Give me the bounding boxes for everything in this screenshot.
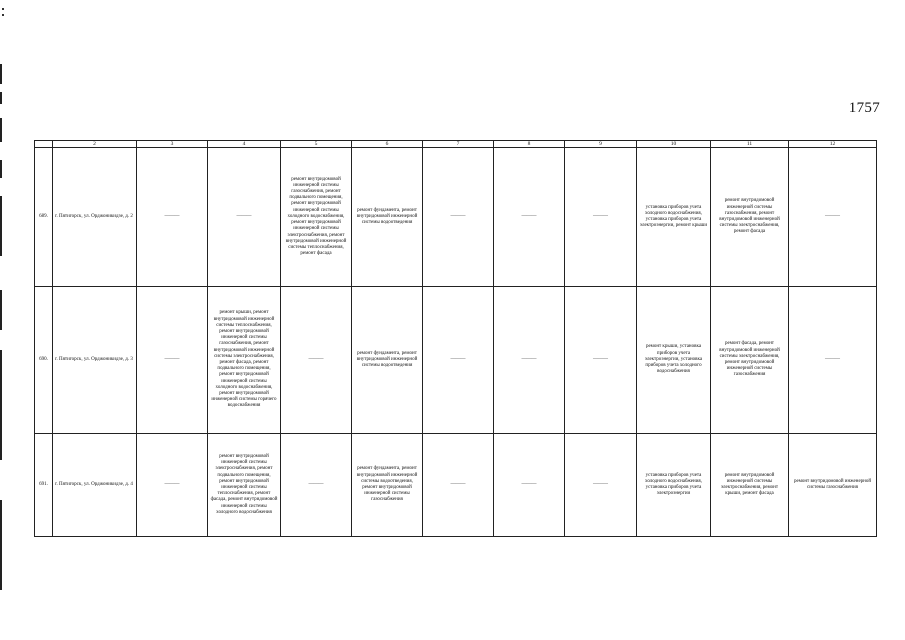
table-cell: ——— bbox=[137, 434, 208, 537]
column-header: 5 bbox=[281, 141, 352, 148]
table-cell: ——— bbox=[789, 148, 877, 287]
table-cell: ремонт фасада, ремонт внутридомовой инженерной системы электроснабжения, ремонт внутридомовой инженерной системы газоснабжения bbox=[711, 287, 789, 434]
scan-dot bbox=[2, 8, 4, 10]
scan-edge-mark bbox=[0, 500, 2, 590]
table-cell: ремонт внутридомовой инженерной системы газоснабжения, ремонт внутридомовой инженерной системы электроснабжения, ремонт фасада bbox=[711, 148, 789, 287]
table-cell: ——— bbox=[281, 287, 352, 434]
table-row bbox=[35, 434, 877, 537]
column-header: 7 bbox=[423, 141, 494, 148]
table-cell: ——— bbox=[423, 434, 494, 537]
table-cell: ремонт крыши, установка приборов учета электроэнергии, установка приборов учета холодного водоснабжения bbox=[637, 287, 711, 434]
table-cell: ——— bbox=[137, 148, 208, 287]
column-header: 2 bbox=[53, 141, 137, 148]
table-cell: ——— bbox=[565, 287, 637, 434]
table-cell: установка приборов учета холодного водоснабжения, установка приборов учета электроэнергии bbox=[637, 434, 711, 537]
table-cell: ремонт внутридомовой инженерной системы электроснабжения, ремонт подвального помещения, ремонт внутридомовой инженерной системы теплоснабжения, ремонт фасада, ремонт внутридомовой инженерной системы холодного водоснабжения bbox=[208, 434, 281, 537]
table-cell: ремонт внутридомовой инженерной системы электроснабжения, ремонт крыши, ремонт фасада bbox=[711, 434, 789, 537]
table-cell: ——— bbox=[565, 148, 637, 287]
table-cell: ремонт внутридомовой инженерной системы газоснабжения bbox=[789, 434, 877, 537]
scan-edge-mark bbox=[0, 118, 2, 142]
row-number: 689. bbox=[35, 148, 53, 287]
table-cell: ремонт фундамента, ремонт внутридомовой инженерной системы водоотведения bbox=[352, 148, 423, 287]
scan-edge-mark bbox=[0, 64, 2, 84]
table-cell: ——— bbox=[137, 287, 208, 434]
column-header: 3 bbox=[137, 141, 208, 148]
table-cell: установка приборов учета холодного водоснабжения, установка приборов учета электроэнергии, ремонт крыши bbox=[637, 148, 711, 287]
column-header: 8 bbox=[494, 141, 565, 148]
table-row bbox=[35, 287, 877, 434]
column-header: 4 bbox=[208, 141, 281, 148]
scan-dot bbox=[2, 14, 4, 16]
scan-edge-mark bbox=[0, 290, 2, 330]
table-cell: ремонт крыши, ремонт внутридомовой инженерной системы теплоснабжения, ремонт внутридомовой инженерной системы газоснабжения, ремонт внутридомовой инженерной системы электроснабжения, ремонт фасада, ремонт подвального помещения, ремонт внутридомовой инженерной системы холодного водоснабжения, ремонт внутридомовой инженерной системы горячего водоснабжения bbox=[208, 287, 281, 434]
column-header: 12 bbox=[789, 141, 877, 148]
address-cell: г. Пятигорск, ул. Орджоникидзе, д. 2 bbox=[53, 148, 137, 287]
table-cell: ремонт фундамента, ремонт внутридомовой инженерной системы водоотведения, ремонт внутридомовой инженерной системы газоснабжения bbox=[352, 434, 423, 537]
table-cell: ——— bbox=[281, 434, 352, 537]
table-row bbox=[35, 148, 877, 287]
repair-schedule-table bbox=[34, 140, 877, 537]
column-header: 9 bbox=[565, 141, 637, 148]
address-cell: г. Пятигорск, ул. Орджоникидзе, д. 4 bbox=[53, 434, 137, 537]
table-cell: ремонт фундамента, ремонт внутридомовой инженерной системы водоотведения bbox=[352, 287, 423, 434]
column-header: 11 bbox=[711, 141, 789, 148]
page-number: 1757 bbox=[848, 100, 880, 116]
column-number-row bbox=[35, 141, 877, 148]
scan-edge-mark bbox=[0, 350, 2, 460]
table-cell: ——— bbox=[494, 287, 565, 434]
scan-edge-mark bbox=[0, 92, 2, 104]
column-header: 10 bbox=[637, 141, 711, 148]
row-number: 691. bbox=[35, 434, 53, 537]
column-header bbox=[35, 141, 53, 148]
table-cell: ——— bbox=[208, 148, 281, 287]
scan-edge-mark bbox=[0, 196, 2, 256]
table-cell: ——— bbox=[423, 148, 494, 287]
table-cell: ——— bbox=[494, 434, 565, 537]
table-cell: ——— bbox=[423, 287, 494, 434]
table-cell: ——— bbox=[494, 148, 565, 287]
table-cell: ——— bbox=[789, 287, 877, 434]
scan-edge-mark bbox=[0, 160, 2, 178]
column-header: 6 bbox=[352, 141, 423, 148]
address-cell: г. Пятигорск, ул. Орджоникидзе, д. 3 bbox=[53, 287, 137, 434]
row-number: 690. bbox=[35, 287, 53, 434]
table-cell: ремонт внутридомовой инженерной системы газоснабжения, ремонт подвального помещения, ремонт внутридомовой инженерной системы холодного водоснабжения, ремонт внутридомовой инженерной системы электроснабжения, ремонт внутридомовой инженерной системы теплоснабжения, ремонт фасада bbox=[281, 148, 352, 287]
table-cell: ——— bbox=[565, 434, 637, 537]
